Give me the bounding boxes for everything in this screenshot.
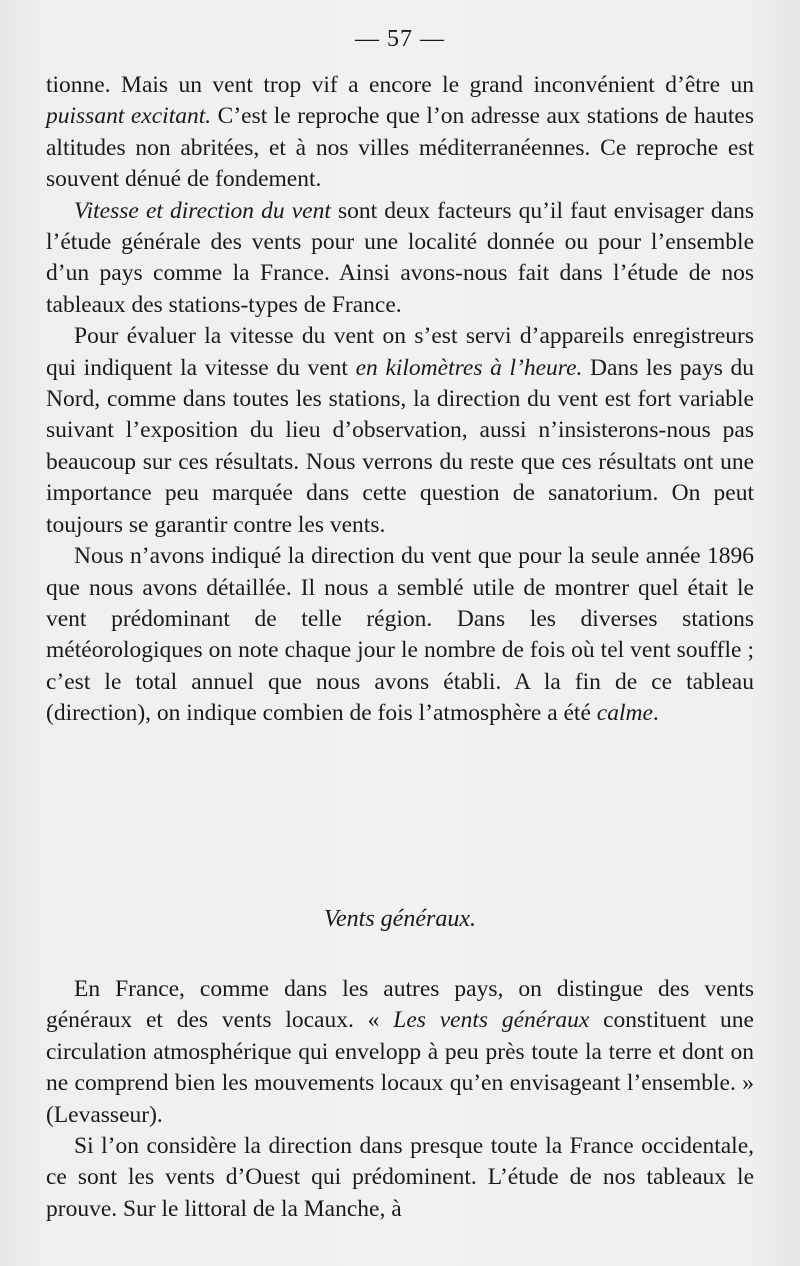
text-run: sont deux facteurs qu’il faut envisager dans l’étude générale des vents pour une localité donnée ou pour l’ensemble d’un pays comme la France. Ainsi avons-nous fait dans l’étude de nos tableaux des stations-types de France. [46, 197, 755, 318]
italic-phrase: en kilomètres à l’heure. [355, 354, 583, 381]
italic-phrase: Vitesse et direction du vent [74, 197, 331, 224]
paragraph-general-winds [46, 974, 754, 1131]
text-run: tionne. Mais un vent trop vif a encore le grand inconvénient d’être un [46, 72, 754, 98]
paragraph-speed-direction [46, 196, 754, 322]
paragraph-wind-excitant [46, 70, 754, 196]
text-run: . [652, 700, 659, 727]
lower-text-block [46, 974, 754, 1225]
text-run: Nous n’avons indiqué la direction du vent que pour la seule année 1896 que nous avons détaillée. Il nous a semblé utile de montrer quel était le vent prédominant de telle région. Dans les diverses stations météorologiques on note chaque jour le nombre de fois où tel vent souffle ; c’est le total annuel que nous avons établi. A la fin de ce tableau (direction), on indique combien de fois l’atmosphère a été [46, 543, 754, 727]
upper-text-block [46, 70, 754, 730]
italic-phrase: Les vents généraux [393, 1007, 590, 1034]
paragraph-west-winds [46, 1131, 754, 1225]
paragraph-wind-direction-1896 [46, 541, 754, 729]
text-run: En France, comme dans les autres pays, on distingue des vents généraux et des vents locaux. « [46, 976, 754, 1034]
paragraph-measuring-speed [46, 321, 754, 541]
text-run: Pour évaluer la vitesse du vent on s’est servi d’appareils enregistreurs qui indiquent la vitesse du vent [46, 323, 754, 381]
text-run: Dans les pays du Nord, comme dans toutes les stations, la direction du vent est fort variable suivant l’exposition du lieu d’observation, aussi n’insisterons-nous pas beaucoup sur ces résultats. Nous verrons du reste que ces résultats ont une importance peu marquée dans cette question de sanatorium. On peut toujours se garantir contre les vents. [46, 354, 754, 538]
italic-phrase: calme [596, 700, 653, 727]
page-number: — 57 — [355, 26, 445, 52]
italic-phrase: puissant excitant. [46, 103, 212, 130]
section-heading: Vents généraux. [324, 906, 476, 932]
text-run: constituent une circulation atmosphérique qui envelopp à peu près toute la terre et dont on ne comprend bien les mouvements locaux qu’en envisageant l’ensemble. » (Levasseur). [46, 1007, 754, 1128]
text-run: C’est le reproche que l’on adresse aux stations de hautes altitudes non abritées, et à nos villes méditerranéennes. Ce reproche est souvent dénué de fondement. [46, 103, 754, 193]
text-run: Si l’on considère la direction dans presque toute la France occidentale, ce sont les vents d’Ouest qui prédominent. L’étude de nos tableaux le prouve. Sur le littoral de la Manche, à [46, 1133, 754, 1222]
